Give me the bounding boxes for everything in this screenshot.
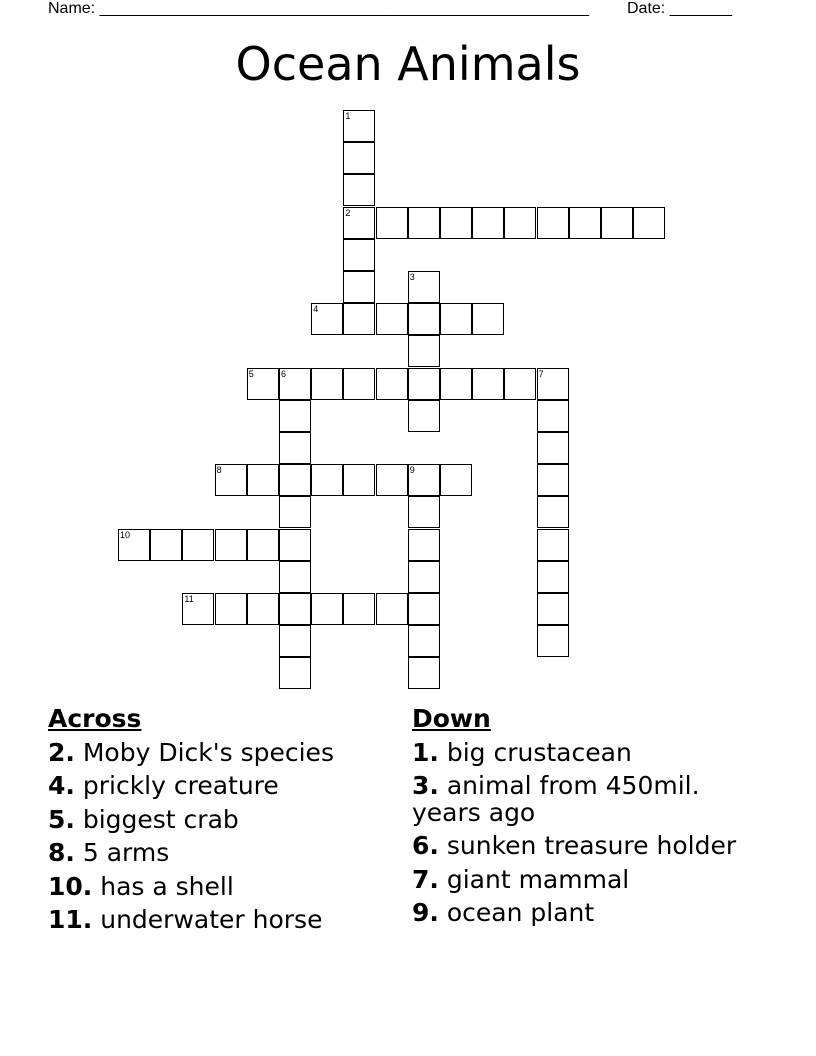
clue-number: 11. [48, 905, 93, 934]
grid-cell[interactable] [472, 303, 504, 335]
grid-cell[interactable] [537, 561, 569, 593]
clue-number: 7. [412, 864, 439, 894]
grid-cell[interactable] [343, 593, 375, 625]
clue-number: 1 [345, 111, 351, 121]
clue-number: 10. [48, 871, 93, 901]
across-clue [48, 870, 388, 904]
grid-cell[interactable] [182, 593, 214, 625]
grid-cell[interactable] [215, 529, 247, 561]
grid-cell[interactable] [376, 303, 408, 335]
grid-cell[interactable] [311, 593, 343, 625]
clue-number: 10 [120, 529, 131, 540]
grid-cell[interactable] [408, 625, 440, 657]
across-clues [48, 702, 388, 937]
clue-number: 6. [412, 831, 439, 860]
across-clue-list [48, 736, 388, 937]
grid-cell[interactable] [215, 593, 247, 625]
clue-number: 5. [48, 804, 75, 834]
grid-cell[interactable] [118, 529, 150, 561]
grid-cell[interactable] [440, 303, 472, 335]
across-heading: Across [48, 704, 142, 733]
clue-number: 8 [216, 465, 222, 476]
grid-cell[interactable] [279, 496, 311, 528]
grid-cell[interactable] [376, 368, 408, 400]
grid-cell[interactable] [376, 207, 408, 239]
grid-cell[interactable] [408, 561, 440, 593]
grid-cell[interactable] [408, 464, 440, 496]
clue-text: ocean plant [438, 898, 595, 927]
date-field[interactable]: Date: _______ [627, 0, 732, 17]
grid-cell[interactable] [408, 303, 440, 335]
clue-text: 5 arms [74, 838, 170, 867]
grid-cell[interactable] [279, 625, 311, 657]
grid-cell[interactable] [440, 368, 472, 400]
grid-cell[interactable] [279, 464, 311, 496]
grid-cell[interactable] [343, 174, 375, 206]
grid-cell[interactable] [279, 593, 311, 625]
grid-cell[interactable] [472, 368, 504, 400]
grid-cell[interactable] [343, 110, 375, 142]
clue-text: giant mammal [438, 864, 630, 894]
clue-text: biggest crab [74, 804, 239, 834]
grid-cell[interactable] [343, 464, 375, 496]
grid-cell[interactable] [408, 207, 440, 239]
grid-cell[interactable] [472, 207, 504, 239]
grid-cell[interactable] [408, 368, 440, 400]
clue-text: animal from 450mil. years ago [412, 771, 700, 827]
grid-cell[interactable] [440, 464, 472, 496]
clue-number: 4. [48, 771, 75, 800]
grid-cell[interactable] [279, 561, 311, 593]
clue-number: 3. [412, 771, 439, 800]
grid-cell[interactable] [279, 432, 311, 464]
clue-number: 1. [412, 737, 439, 767]
grid-cell[interactable] [279, 400, 311, 432]
grid-cell[interactable] [343, 142, 375, 174]
grid-cell[interactable] [311, 464, 343, 496]
grid-cell[interactable] [279, 657, 311, 689]
across-clue [48, 736, 388, 770]
grid-cell[interactable] [408, 657, 440, 689]
clue-number: 7 [538, 368, 544, 379]
clue-text: Moby Dick's species [74, 737, 334, 767]
grid-cell[interactable] [247, 593, 279, 625]
grid-cell[interactable] [537, 625, 569, 657]
grid-cell[interactable] [537, 529, 569, 561]
grid-cell[interactable] [504, 207, 536, 239]
grid-cell[interactable] [376, 464, 408, 496]
grid-cell[interactable] [343, 207, 375, 239]
clue-number: 3 [409, 272, 415, 282]
grid-cell[interactable] [247, 368, 279, 400]
grid-cell[interactable] [633, 207, 665, 239]
down-clues [412, 702, 762, 930]
grid-cell[interactable] [408, 400, 440, 432]
clue-number: 11 [184, 594, 194, 604]
grid-cell[interactable] [537, 368, 569, 400]
grid-cell[interactable] [537, 464, 569, 496]
grid-cell[interactable] [311, 303, 343, 335]
grid-cell[interactable] [279, 529, 311, 561]
grid-cell[interactable] [376, 593, 408, 625]
grid-cell[interactable] [150, 529, 182, 561]
clue-text: sunken treasure holder [438, 831, 737, 860]
grid-cell[interactable] [601, 207, 633, 239]
grid-cell[interactable] [408, 496, 440, 528]
clue-text: underwater horse [92, 905, 323, 934]
down-clue-list [412, 736, 762, 930]
grid-cell[interactable] [408, 593, 440, 625]
clue-text: prickly creature [74, 771, 279, 800]
grid-cell[interactable] [182, 529, 214, 561]
down-clue [412, 829, 762, 863]
across-clue [48, 803, 388, 837]
grid-cell[interactable] [408, 529, 440, 561]
grid-cell[interactable] [343, 239, 375, 271]
grid-cell[interactable] [408, 271, 440, 303]
clue-text: has a shell [92, 871, 234, 901]
grid-cell[interactable] [537, 400, 569, 432]
grid-cell[interactable] [247, 464, 279, 496]
down-clue [412, 769, 762, 829]
grid-cell[interactable] [343, 303, 375, 335]
grid-cell[interactable] [311, 368, 343, 400]
grid-cell[interactable] [279, 368, 311, 400]
grid-cell[interactable] [537, 593, 569, 625]
down-heading: Down [412, 704, 491, 733]
clue-number: 9 [409, 465, 415, 476]
grid-cell[interactable] [440, 207, 472, 239]
grid-cell[interactable] [537, 207, 569, 239]
down-clue [412, 736, 762, 770]
clue-number: 6 [281, 368, 287, 379]
grid-cell[interactable] [343, 271, 375, 303]
grid-cell[interactable] [408, 335, 440, 367]
clue-text: big crustacean [438, 737, 632, 767]
name-field[interactable]: Name: _______________________________________________________ [48, 0, 589, 17]
grid-cell[interactable] [504, 368, 536, 400]
grid-cell[interactable] [569, 207, 601, 239]
clue-number: 8. [48, 838, 75, 867]
clue-number: 4 [313, 304, 319, 315]
grid-cell[interactable] [537, 496, 569, 528]
grid-cell[interactable] [343, 368, 375, 400]
clue-number: 2 [345, 207, 351, 218]
clue-number: 2. [48, 737, 75, 767]
down-clue [412, 863, 762, 897]
across-clue [48, 836, 388, 870]
clue-number: 5 [248, 368, 254, 379]
page-title: Ocean Animals [235, 37, 581, 91]
grid-cell[interactable] [215, 464, 247, 496]
across-clue [48, 769, 388, 803]
down-clue [412, 896, 762, 930]
grid-cell[interactable] [247, 529, 279, 561]
grid-cell[interactable] [537, 432, 569, 464]
across-clue [48, 903, 388, 937]
clue-number: 9. [412, 898, 439, 927]
